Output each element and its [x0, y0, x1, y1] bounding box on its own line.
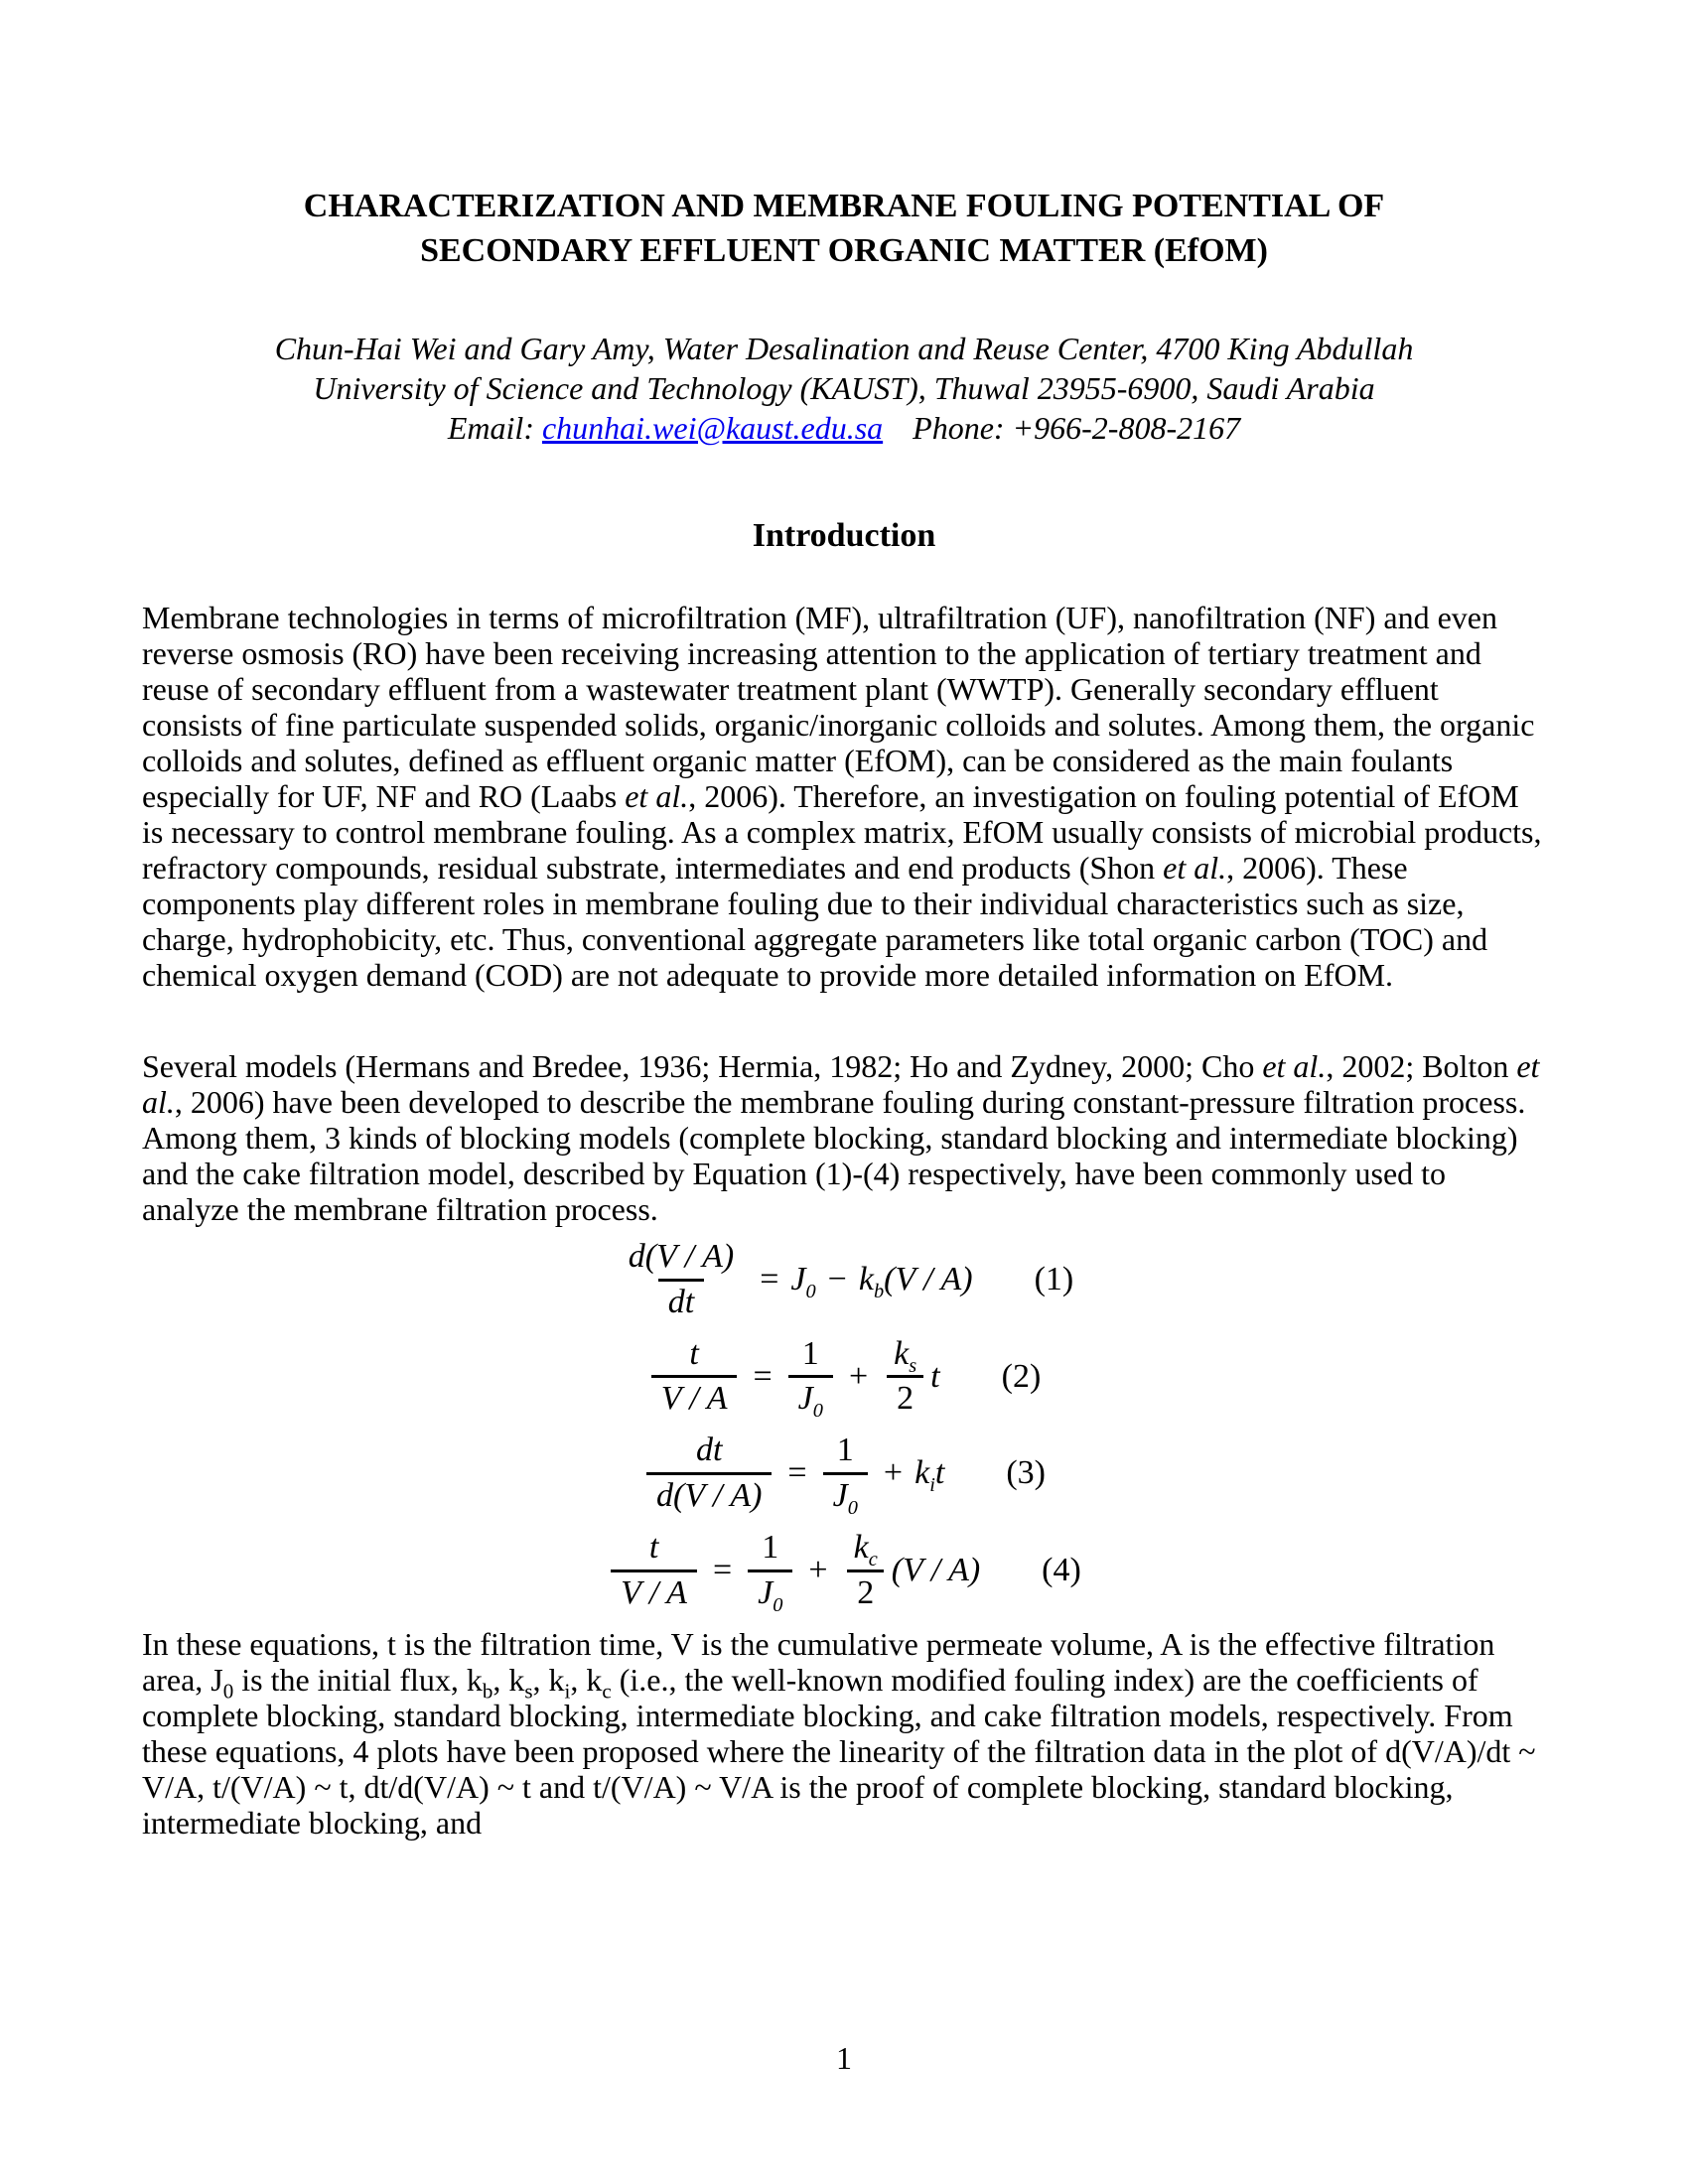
- text-run: , 2006). Therefore, an investigation on fouling potential of EfOM is necessary to control membrane fouling. As a complex matrix, EfOM usually consists of microbial products, refractory compounds, residual substrate, intermediates and end products (Shon: [142, 778, 1542, 886]
- equation: [142, 1527, 1546, 1615]
- math-symbol: $k_s$: [894, 1334, 917, 1377]
- text-run: , 2006) have been developed to describe the membrane fouling during constant-pressure filtration process. Among them, 3 kinds of blocking models (complete blocking, standard blocking and intermediate blocking) and the cake filtration model, described by Equation (1)-(4) respectively, have been commonly used to analyze the membrane filtration process.: [142, 1084, 1526, 1227]
- text-run: In these equations, t is the filtration time, V is the cumulative permeate volume, A is the effective filtration area, J: [142, 1626, 1495, 1699]
- text-run: 0: [222, 1679, 234, 1704]
- equation-number: (3): [1006, 1454, 1046, 1492]
- math-operator: +: [883, 1454, 904, 1492]
- fraction: [611, 1527, 697, 1615]
- math-operator: =: [753, 1357, 773, 1395]
- text-run: s: [524, 1679, 533, 1704]
- math-term: (V / A): [884, 1261, 973, 1298]
- text-run: et al.: [1163, 850, 1227, 886]
- text-run: , k: [570, 1662, 603, 1699]
- math-term: 2: [897, 1380, 914, 1418]
- math-operator: +: [848, 1357, 869, 1395]
- fraction: [788, 1333, 833, 1422]
- paper-title: [142, 184, 1546, 273]
- text-run: , 2006). These components play different roles in membrane fouling due to their individual characteristics such as size, charge, hydrophobicity, etc. Thus, conventional aggregate parameters like total organic carbon (TOC) and chemical oxygen demand (COD) are not adequate to provide more detailed information on EfOM.: [142, 850, 1488, 993]
- math-term: t: [934, 1454, 945, 1492]
- math-term: 1: [836, 1432, 854, 1469]
- paragraph-equation-explanation: [142, 1626, 1546, 1841]
- math-term: dt: [667, 1283, 695, 1320]
- text-run: (i.e., the well-known modified fouling index) are the coefficients of complete blocking, standard blocking, intermediate blocking, and cake filtration models, respectively. From these equations, 4 plots have been proposed where the linearity of the filtration data in the plot of d(V/A)/dt ~ V/A, t/(V/A) ~ t, dt/d(V/A) ~ t and t/(V/A) ~ V/A is the proof of complete blocking, standard blocking, intermediate blocking, and: [142, 1662, 1536, 1842]
- paper-title-line-1: CHARACTERIZATION AND MEMBRANE FOULING POTENTIAL OF: [303, 188, 1385, 224]
- math-term: 1: [762, 1528, 779, 1566]
- math-term: V / A: [621, 1573, 687, 1611]
- math-term: t: [648, 1528, 659, 1566]
- math-term: 2: [857, 1573, 875, 1611]
- math-term: V / A: [660, 1380, 728, 1418]
- equation-block: [142, 1236, 1546, 1614]
- math-term: 1: [801, 1334, 819, 1372]
- math-operator: =: [760, 1261, 779, 1298]
- equation: [142, 1430, 1546, 1518]
- text-run: c: [602, 1679, 612, 1704]
- math-symbol: $J_0$: [790, 1261, 816, 1303]
- math-term: d(V / A): [656, 1476, 763, 1514]
- math-symbol: $J_0$: [758, 1573, 783, 1616]
- text-run: Several models (Hermans and Bredee, 1936; Hermia, 1982; Ho and Zydney, 2000; Cho: [142, 1048, 1263, 1084]
- fraction: [651, 1333, 738, 1422]
- author-block: [142, 329, 1546, 448]
- text-run: et al.: [625, 778, 689, 814]
- math-term: t: [930, 1357, 940, 1395]
- text-run: Membrane technologies in terms of microfiltration (MF), ultrafiltration (UF), nanofiltration (NF) and even reverse osmosis (RO) have been receiving increasing attention to the application of tertiary treatment and reuse of secondary effluent from a wastewater treatment plant (WWTP). Generally secondary effluent consists of fine particulate suspended solids, organic/inorganic colloids and solutes. Among them, the organic colloids and solutes, defined as effluent organic matter (EfOM), can be considered as the main foulants especially for UF, NF and RO (Laabs: [142, 600, 1535, 814]
- math-term: t: [689, 1334, 699, 1372]
- section-heading-introduction: Introduction: [752, 517, 936, 554]
- phone-text: Phone: +966-2-808-2167: [913, 410, 1241, 446]
- fraction: [844, 1527, 888, 1615]
- math-symbol: $k_b$: [858, 1261, 885, 1303]
- math-operator: =: [712, 1552, 733, 1589]
- text-run: , k: [492, 1662, 525, 1699]
- paragraph-fouling-models: [142, 1048, 1546, 1227]
- text-run: , k: [532, 1662, 565, 1699]
- fraction: [884, 1333, 926, 1422]
- text-run: b: [482, 1679, 493, 1704]
- contact-line: [142, 408, 1546, 448]
- text-run: et al.: [142, 1048, 1540, 1120]
- fraction: [646, 1430, 772, 1518]
- math-term: dt: [695, 1432, 723, 1469]
- fraction: [748, 1527, 792, 1615]
- email-link[interactable]: chunhai.wei@kaust.edu.sa: [541, 410, 884, 446]
- text-run: is the initial flux, k: [233, 1662, 483, 1699]
- paper-title-line-2: SECONDARY EFFLUENT ORGANIC MATTER (EfOM): [420, 232, 1268, 269]
- math-operator: −: [827, 1261, 847, 1298]
- text-run: i: [564, 1679, 571, 1704]
- fraction: [823, 1430, 868, 1518]
- math-symbol: $k_i$: [914, 1454, 935, 1497]
- equation: [142, 1236, 1546, 1324]
- equation: [142, 1333, 1546, 1422]
- email-label: Email:: [447, 410, 542, 446]
- math-operator: +: [808, 1552, 828, 1589]
- math-symbol: $J_0$: [797, 1380, 823, 1423]
- equation-number: (1): [1034, 1261, 1074, 1298]
- math-symbol: $k_c$: [853, 1528, 878, 1570]
- author-affiliation-line-1: Chun-Hai Wei and Gary Amy, Water Desalination and Reuse Center, 4700 King Abdullah: [274, 331, 1414, 366]
- text-run: , 2002; Bolton: [1326, 1048, 1517, 1084]
- paragraph-membrane-technologies: [142, 600, 1546, 993]
- math-operator: =: [787, 1454, 807, 1492]
- equation-number: (4): [1042, 1552, 1081, 1589]
- fraction: [619, 1236, 744, 1324]
- math-term: d(V / A): [628, 1238, 735, 1275]
- page-number: 1: [836, 2040, 852, 2076]
- math-symbol: $J_0$: [832, 1476, 858, 1519]
- equation-number: (2): [1001, 1357, 1042, 1395]
- author-affiliation-line-2: University of Science and Technology (KAUST), Thuwal 23955-6900, Saudi Arabia: [313, 370, 1375, 406]
- text-run: et al.: [1262, 1048, 1327, 1084]
- math-term: (V / A): [891, 1552, 981, 1589]
